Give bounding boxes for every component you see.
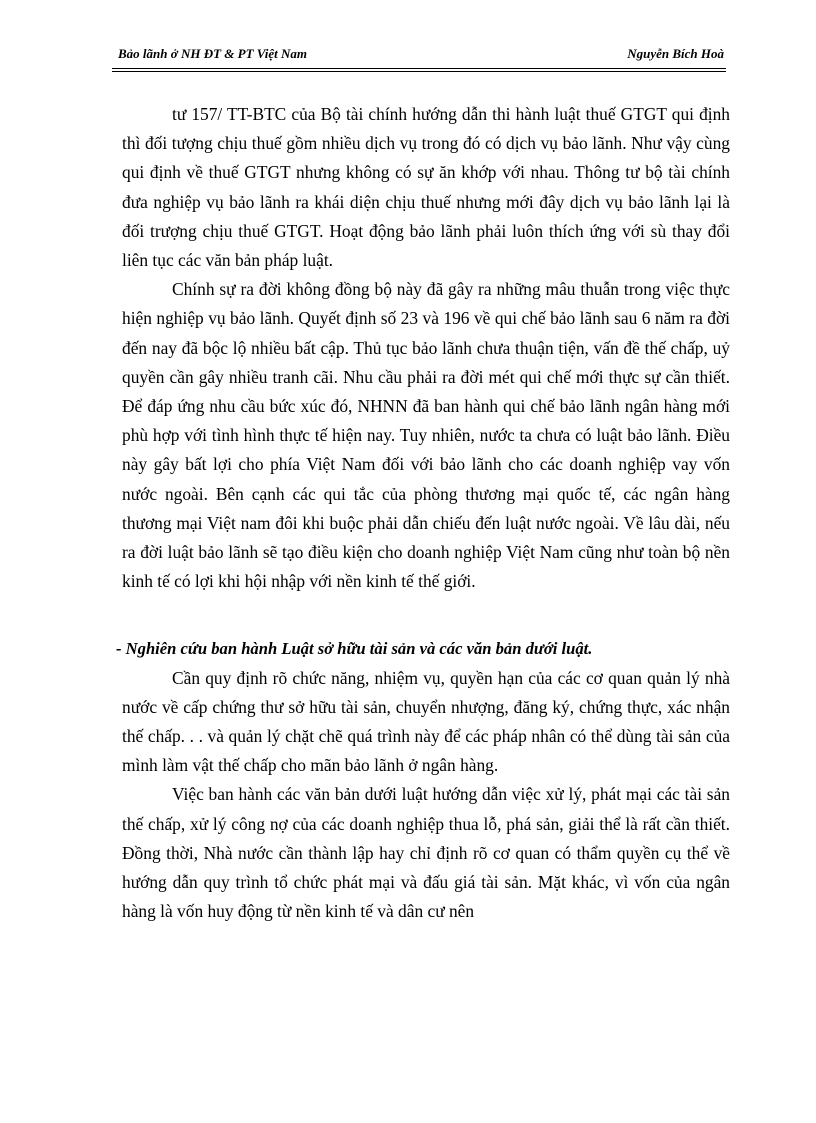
paragraph-1: tư 157/ TT-BTC của Bộ tài chính hướng dẫn thi hành luật thuế GTGT qui định thì đối tượng chịu thuế gồm nhiều dịch vụ trong đó có dịch vụ bảo lãnh. Như vậy cùng qui định về thuế GTGT nhưng không có sự ăn khớp với nhau. Thông tư bộ tài chính đưa nghiệp vụ bảo lãnh ra khái diện chịu thuế nhưng mới đây dịch vụ bảo lãnh lại là đối trượng chịu thuế GTGT. Hoạt động bảo lãnh phải luôn thích ứng với sù thay đổi liên tục các văn bản pháp luật. <box>122 104 730 271</box>
section-heading: - Nghiên cứu ban hành Luật sở hữu tài sản và các văn bản dưới luật. <box>116 639 593 659</box>
header-rule <box>112 71 726 72</box>
paragraph-3: Cần quy định rõ chức năng, nhiệm vụ, quyền hạn của các cơ quan quản lý nhà nước về cấp chứng thư sở hữu tài sản, chuyển nhượng, đăng ký, chứng thực, xác nhận thế chấp. . . và quản lý chặt chẽ quá trình này để các pháp nhân có thể dùng tài sản của mình làm vật thế chấp cho mãn bảo lãnh ở ngân hàng. <box>122 667 730 776</box>
body-text <box>116 100 730 926</box>
paragraph-4: Việc ban hành các văn bản dưới luật hướng dẫn việc xử lý, phát mại các tài sản thế chấp, xử lý công nợ của các doanh nghiệp thua lỗ, phá sản, giải thể là rất cần thiết. Đồng thời, Nhà nước cần thành lập hay chỉ định rõ cơ quan có thẩm quyền cụ thể về hướng dẫn quy trình tổ chức phát mại và đấu giá tài sản. Mặt khác, vì vốn của ngân hàng là vốn huy động từ nền kinh tế và dân cư nên <box>122 784 730 922</box>
paragraph-2: Chính sự ra đời không đồng bộ này đã gây ra những mâu thuẫn trong việc thực hiện nghiệp vụ bảo lãnh. Quyết định số 23 và 196 về qui chế bảo lãnh sau 6 năm ra đời đến nay đã bộc lộ nhiều bất cập. Thủ tục bảo lãnh chưa thuận tiện, vấn đề thế chấp, uỷ quyền cần gây nhiều tranh cãi. Nhu cầu phải ra đời mét qui chế mới thực sự cần thiết. Để đáp ứng nhu cầu bức xúc đó, NHNN đã ban hành qui chế bảo lãnh ngân hàng mới phù hợp với tình hình thực tế hiện nay. Tuy nhiên, nước ta chưa có luật bảo lãnh. Điều này gây bất lợi cho phía Việt Nam đối với bảo lãnh cho các doanh nghiệp vay vốn nước ngoài. Bên cạnh các qui tắc của phòng thương mại quốc tế, các ngân hàng thương mại Việt nam đôi khi buộc phải dẫn chiếu đến luật nước ngoài. Về lâu dài, nếu ra đời luật bảo lãnh sẽ tạo điều kiện cho doanh nghiệp Việt Nam cũng như toàn bộ nền kinh tế có lợi khi hội nhập với nền kinh tế thế giới. <box>122 279 730 592</box>
page-header <box>112 40 726 69</box>
header-title: Bảo lãnh ở NH ĐT & PT Việt Nam <box>118 46 307 61</box>
header-author: Nguyễn Bích Hoà <box>627 46 724 61</box>
